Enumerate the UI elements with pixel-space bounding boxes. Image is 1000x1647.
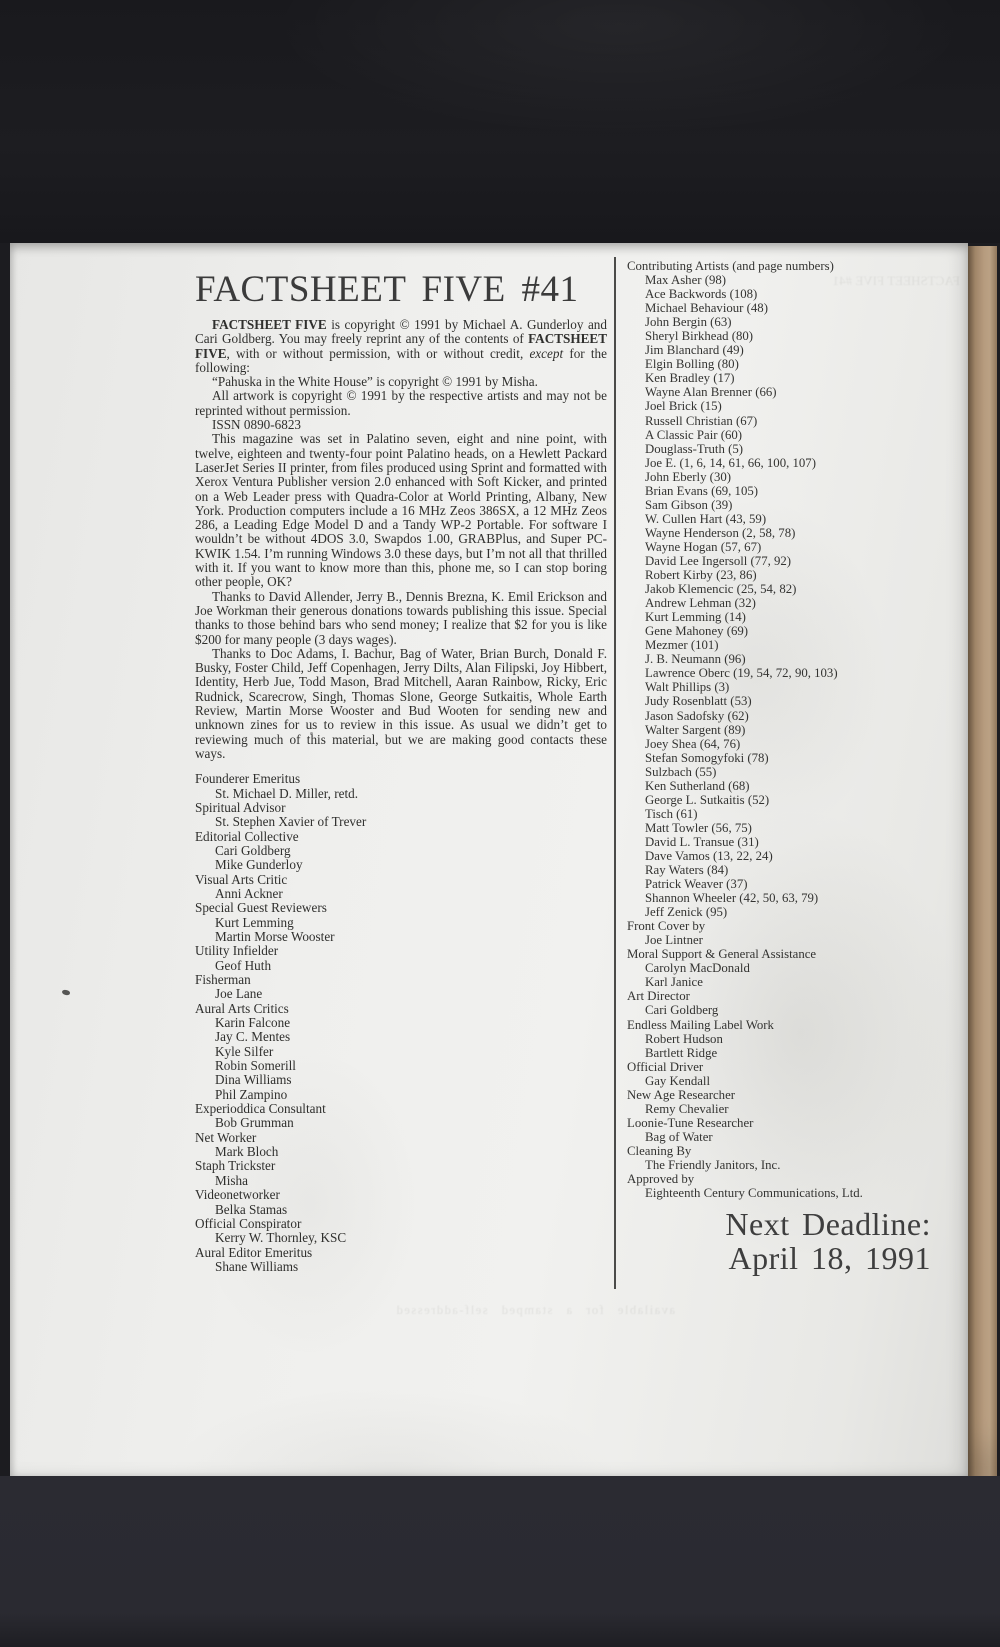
- staff-person: Joe Lane: [215, 986, 263, 1002]
- artist-item: Gene Mahoney (69): [645, 624, 749, 639]
- credit-role: Moral Support & General Assistance: [627, 947, 817, 962]
- contributing-artists-list: [627, 273, 949, 919]
- artist-item: Elgin Bolling (80): [645, 357, 739, 372]
- credit-person: The Friendly Janitors, Inc.: [645, 1158, 781, 1172]
- artist-item: Lawrence Oberc (19, 54, 72, 90, 103): [645, 666, 838, 681]
- column-divider-rule: [614, 257, 616, 1289]
- staff-role: Founderer Emeritus: [195, 771, 301, 787]
- intro-paragraph: All artwork is copyright © 1991 by the respective artists and may not be reprinted without permission.: [195, 388, 607, 418]
- artist-item: Patrick Weaver (37): [645, 877, 748, 892]
- credit-person: Carolyn MacDonald: [645, 961, 750, 976]
- intro-paragraphs: [195, 318, 607, 761]
- intro-paragraph: ISSN 0890-6823: [212, 417, 302, 433]
- staff-person: Robin Somerill: [215, 1058, 296, 1074]
- artist-item: David L. Transue (31): [645, 834, 759, 849]
- intro-paragraph: Thanks to David Allender, Jerry B., Dennis Brezna, K. Emil Erickson and Joe Workman their generous donations towards publishing this issue. Special thanks to those behind bars who send money; I realize that $2 for you is like $200 for many people (3 days wages).: [195, 588, 607, 647]
- artist-item: Michael Behaviour (48): [645, 301, 768, 316]
- intro-paragraph: Thanks to Doc Adams, I. Bachur, Bag of Water, Brian Burch, Donald F. Busky, Foster Child, Jeff Copenhagen, Jerry Dilts, Alan Filipski, Joy Hibbert, Identity, Herb Jue, Todd Mason, Brad Mitchell, Aaran Rainbow, Ricky, Eric Rudnick, Scarecrow, Singh, Thomas Slone, George Sutkaitis, Whole Earth Review, Martin Morse Wooster and Bud Wooten for sending new and unknown zines for us to review in this issue. As usual we didn’t get to reviewing much of this material, but we are making good contacts these ways.: [195, 645, 607, 761]
- artist-item: John Bergin (63): [645, 315, 732, 330]
- artist-item: Sam Gibson (39): [645, 497, 733, 512]
- artist-item: Joe E. (1, 6, 14, 61, 66, 100, 107): [645, 455, 816, 470]
- artist-item: Max Asher (98): [645, 273, 727, 288]
- artist-item: Ken Bradley (17): [645, 371, 735, 386]
- book-spine-edge: [968, 246, 997, 1476]
- staff-role: Editorial Collective: [195, 828, 299, 844]
- staff-person: Mike Gunderloy: [215, 857, 303, 873]
- staff-role: Aural Editor Emeritus: [195, 1244, 313, 1260]
- artist-item: Sheryl Birkhead (80): [645, 329, 754, 344]
- staff-person: Kurt Lemming: [215, 914, 294, 930]
- credit-role: New Age Researcher: [627, 1087, 736, 1102]
- staff-person: St. Michael D. Miller, retd.: [215, 785, 359, 801]
- artist-item: Russell Christian (67): [645, 413, 758, 428]
- artist-item: J. B. Neumann (96): [645, 652, 746, 667]
- next-deadline: [627, 1207, 949, 1275]
- artist-item: Stefan Somogyfoki (78): [645, 750, 769, 765]
- masthead-title: FACTSHEET FIVE #41: [195, 269, 579, 310]
- showthrough-ghost-text-bottom: available for a stamped self-addressed: [395, 1303, 675, 1317]
- credit-person: Gay Kendall: [645, 1073, 711, 1088]
- artist-item: Jakob Klemencic (25, 54, 82): [645, 582, 797, 597]
- credit-person: Karl Janice: [645, 975, 703, 990]
- staff-person: Misha: [215, 1172, 248, 1188]
- artist-item: Judy Rosenblatt (53): [645, 694, 752, 709]
- artist-item: Jim Blanchard (49): [645, 343, 744, 358]
- artist-item: Ray Waters (84): [645, 863, 729, 878]
- photo-background-bottom: [0, 1476, 1000, 1647]
- next-deadline-date: April 18, 1991: [728, 1240, 931, 1277]
- staff-person: Jay C. Mentes: [215, 1029, 291, 1045]
- artist-item: Walt Phillips (3): [645, 680, 730, 695]
- artist-item: Jeff Zenick (95): [645, 905, 728, 920]
- staff-person: Kyle Silfer: [215, 1043, 274, 1059]
- credit-role: Loonie-Tune Researcher: [627, 1115, 754, 1130]
- credit-role: Endless Mailing Label Work: [627, 1017, 774, 1032]
- magazine-page: [10, 243, 968, 1476]
- intro-paragraph: “Pahuska in the White House” is copyright © 1991 by Misha.: [212, 374, 538, 390]
- left-column: [195, 269, 607, 1274]
- artist-item: George L. Sutkaitis (52): [645, 792, 770, 807]
- credit-role: Art Director: [627, 989, 690, 1004]
- staff-role: Experioddica Consultant: [195, 1101, 326, 1117]
- artist-item: Sulzbach (55): [645, 764, 717, 779]
- staff-role: Spiritual Advisor: [195, 799, 286, 815]
- artist-item: W. Cullen Hart (43, 59): [645, 511, 767, 526]
- artist-item: Andrew Lehman (32): [645, 596, 756, 611]
- staff-person: Mark Bloch: [215, 1144, 279, 1160]
- staff-person: Cari Goldberg: [215, 842, 291, 858]
- artist-item: Robert Kirby (23, 86): [645, 568, 757, 583]
- credit-person: Eighteenth Century Communications, Ltd.: [645, 1186, 863, 1201]
- staff-role: Special Guest Reviewers: [195, 900, 327, 916]
- artist-item: Joel Brick (15): [645, 399, 722, 414]
- credit-role: Cleaning By: [627, 1143, 692, 1158]
- staff-person: Dina Williams: [215, 1072, 292, 1088]
- showthrough-ghost-text-top: FACTSHEET FIVE #41: [832, 273, 960, 288]
- credit-role: Approved by: [627, 1172, 695, 1187]
- staff-person: Phil Zampino: [215, 1086, 288, 1102]
- staff-role: Utility Infielder: [195, 943, 279, 959]
- staff-person: Bob Grumman: [215, 1115, 294, 1131]
- credit-person: Remy Chevalier: [645, 1101, 729, 1116]
- contributing-artists-heading: Contributing Artists (and page numbers): [627, 259, 834, 273]
- staff-person: Karin Falcone: [215, 1015, 291, 1031]
- next-deadline-label: Next Deadline:: [725, 1206, 931, 1243]
- staff-person: Belka Stamas: [215, 1201, 288, 1217]
- staff-person: St. Stephen Xavier of Trever: [215, 814, 367, 830]
- artist-item: Dave Vamos (13, 22, 24): [645, 848, 773, 863]
- staff-list: [195, 772, 607, 1274]
- staff-person: Kerry W. Thornley, KSC: [215, 1230, 347, 1246]
- artist-item: Matt Towler (56, 75): [645, 820, 752, 835]
- photo-background-top: [0, 0, 1000, 243]
- staff-person: Anni Ackner: [215, 885, 283, 901]
- artist-item: Joey Shea (64, 76): [645, 736, 741, 751]
- artist-item: Tisch (61): [645, 806, 698, 821]
- ink-speck: [61, 989, 70, 996]
- artist-item: Ace Backwords (108): [645, 287, 758, 302]
- credit-role: Official Driver: [627, 1059, 704, 1074]
- credit-role: Front Cover by: [627, 919, 706, 934]
- artist-item: David Lee Ingersoll (77, 92): [645, 553, 792, 568]
- credit-person: Bag of Water: [645, 1129, 713, 1144]
- credit-person: Robert Hudson: [645, 1031, 723, 1046]
- artist-item: John Eberly (30): [645, 469, 732, 484]
- intro-paragraph: This magazine was set in Palatino seven, eight and nine point, with twelve, eighteen and twenty-four point Palatino heads, on a Hewlett Packard LaserJet Series II printer, from files produced using Sprint and formatted with Xerox Ventura Publisher version 2.0 enhanced with Soft Kicker, and printed on a Web Leader press with Quadra-Color at World Printing, Albany, New York. Production computers include a 16 MHz Zeos 386SX, a 12 MHz Zeos 286, a Leading Edge Model D and a Tandy WP-2 Portable. For software I wouldn’t be without 4DOS 3.0, Swapdos 1.00, GRABPlus, and Super PC-KWIK 1.54. I’m running Windows 3.0 these days, but I’m not all that thrilled with it. If you want to know more than this, phone me, so I can stop boring other people, OK?: [195, 431, 607, 590]
- right-column: [627, 259, 949, 1275]
- intro-paragraph: FACTSHEET FIVE is copyright © 1991 by Michael A. Gunderloy and Cari Goldberg. You may freely reprint any of the contents of FACTSHEET FIVE, with or without permission, with or without credit, except for the following:: [195, 317, 607, 375]
- artist-item: Mezmer (101): [645, 638, 719, 653]
- artist-item: Jason Sadofsky (62): [645, 708, 749, 723]
- staff-role: Official Conspirator: [195, 1215, 302, 1231]
- credit-person: Bartlett Ridge: [645, 1045, 718, 1060]
- artist-item: Shannon Wheeler (42, 50, 63, 79): [645, 891, 819, 906]
- artist-item: Ken Sutherland (68): [645, 778, 750, 793]
- staff-role: Staph Trickster: [195, 1158, 276, 1174]
- staff-person: Martin Morse Wooster: [215, 928, 335, 944]
- staff-role: Aural Arts Critics: [195, 1000, 289, 1016]
- artist-item: Brian Evans (69, 105): [645, 483, 759, 498]
- artist-item: Kurt Lemming (14): [645, 610, 746, 625]
- artist-item: Wayne Hogan (57, 67): [645, 539, 762, 554]
- credits-list: [627, 919, 949, 1200]
- staff-role: Visual Arts Critic: [195, 871, 288, 887]
- artist-item: Wayne Henderson (2, 58, 78): [645, 525, 796, 540]
- artist-item: Walter Sargent (89): [645, 722, 746, 737]
- staff-role: Videonetworker: [195, 1187, 280, 1203]
- artist-item: Wayne Alan Brenner (66): [645, 385, 777, 400]
- staff-person: Geof Huth: [215, 957, 272, 973]
- credit-person: Joe Lintner: [645, 933, 703, 948]
- staff-role: Fisherman: [195, 972, 251, 988]
- staff-person: Shane Williams: [215, 1258, 299, 1274]
- staff-role: Net Worker: [195, 1129, 257, 1145]
- artist-item: Douglass-Truth (5): [645, 441, 743, 456]
- artist-item: A Classic Pair (60): [645, 427, 743, 442]
- credit-person: Cari Goldberg: [645, 1003, 719, 1018]
